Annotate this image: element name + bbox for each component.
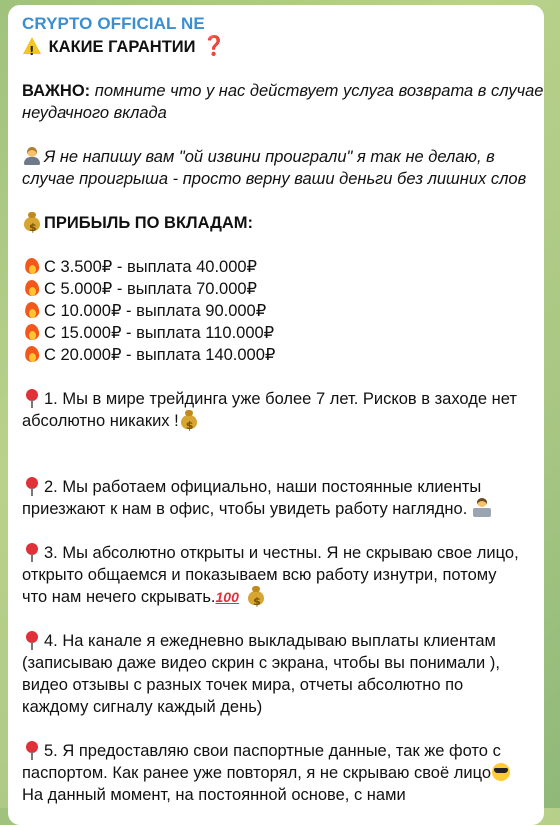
hundred-points-icon: 100 [215,589,239,605]
point-5-line-2 [22,762,534,784]
profit-item-text: С 5.000₽ - выплата 70.000₽ [44,280,258,298]
person-icon [22,146,42,166]
fire-icon [22,300,42,320]
money-bag-icon [22,212,42,232]
important-label: ВАЖНО: [22,82,91,100]
promise-line-2: случае проигрыша - просто верну ваши деньги без лишних слов [22,170,527,188]
profit-item-text: С 15.000₽ - выплата 110.000₽ [44,324,275,342]
profit-item [22,322,534,344]
profit-item-text: С 20.000₽ - выплата 140.000₽ [44,346,276,364]
pushpin-icon [22,740,42,760]
point-3-text-1: 3. Мы абсолютно открыты и честны. Я не скрываю свое лицо, [44,544,519,562]
point-4-line-2: (записываю даже видео скрин с экрана, чтобы вы понимали ), [22,654,500,672]
point-5-line-3: На данный момент, на постоянной основе, с нами [22,786,406,804]
point-4-line-1 [22,630,534,652]
point-2-line-2 [22,498,534,520]
money-bag-icon [179,410,199,430]
post-header [22,36,534,58]
fire-icon [22,344,42,364]
profit-item [22,278,534,300]
point-2-text-2: приезжают к нам в офис, чтобы увидеть работу наглядно. [22,500,468,518]
sunglasses-face-icon [491,762,511,782]
promise-text-1: Я не напишу вам "ой извини проиграли" я так не делаю, в [44,148,495,166]
point-1-text-2: абсолютно никаких ! [22,412,179,430]
point-3-line-1 [22,542,534,564]
profit-title [22,212,534,234]
post-text [22,36,544,806]
point-5-line-1 [22,740,534,762]
point-1-text-1: 1. Мы в мире трейдинга уже более 7 лет. Рисков в заходе нет [44,390,517,408]
pushpin-icon [22,476,42,496]
profit-item [22,344,534,366]
important-line-1 [22,80,544,102]
technologist-icon [472,498,492,518]
red-question-icon: ❓ [202,36,226,57]
point-3-line-2: открыто общаемся и показываем всю работу изнутри, потому [22,566,497,584]
profit-item [22,300,534,322]
promise-line-1 [22,146,534,168]
pushpin-icon [22,388,42,408]
point-3-text-3: что нам нечего скрывать. [22,588,216,606]
point-5-text-1: 5. Я предоставляю свои паспортные данные, так же фото с [44,742,501,760]
fire-icon [22,322,42,342]
point-3-line-3 [22,586,534,608]
channel-post[interactable] [8,5,544,825]
point-1-line-1 [22,388,534,410]
post-header-text: КАКИЕ ГАРАНТИИ [48,38,196,56]
profit-title-text: ПРИБЫЛЬ ПО ВКЛАДАМ: [44,214,254,232]
channel-name[interactable]: CRYPTO OFFICIAL NE [22,14,205,33]
point-4-text-1: 4. На канале я ежедневно выкладываю выплаты клиентам [44,632,496,650]
point-1-line-2 [22,410,534,432]
point-2-text-1: 2. Мы работаем официально, наши постоянные клиенты [44,478,482,496]
important-text-1: помните что у нас действует услуга возврата в случае [94,82,544,100]
money-bag-icon [246,586,266,606]
important-line-2: неудачного вклада [22,104,167,122]
point-4-line-4: каждому сигналу каждый день) [22,698,263,716]
warning-icon [22,36,42,56]
fire-icon [22,256,42,276]
profit-item-text: С 3.500₽ - выплата 40.000₽ [44,258,258,276]
profit-item-text: С 10.000₽ - выплата 90.000₽ [44,302,267,320]
profit-item [22,256,534,278]
fire-icon [22,278,42,298]
point-5-text-2: паспортом. Как ранее уже повторял, я не скрываю своё лицо [22,764,492,782]
pushpin-icon [22,630,42,650]
point-4-line-3: видео отзывы с разных точек мира, отчеты абсолютно по [22,676,464,694]
point-2-line-1 [22,476,534,498]
pushpin-icon [22,542,42,562]
